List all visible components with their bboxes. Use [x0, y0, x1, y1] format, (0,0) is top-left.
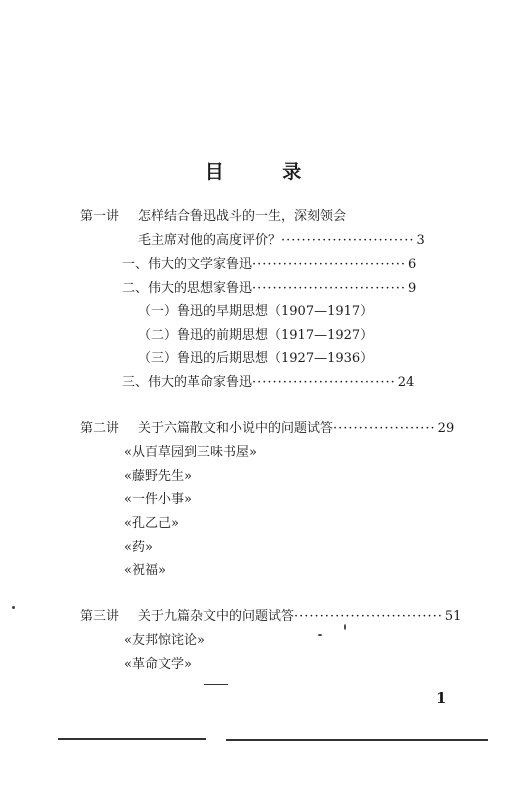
toc-section [122, 281, 416, 297]
section-title: 三、伟大的革命家鲁迅 [122, 375, 253, 390]
toc-entry-lecture-2 [80, 421, 454, 437]
page-ref: 51 [444, 609, 462, 624]
leader-dots: ······························ [252, 257, 406, 272]
list-item: «革命文学» [124, 657, 192, 672]
subsection-title: （一）鲁迅的早期思想（1907—1917） [138, 304, 374, 319]
leader-dots: ···················· [333, 421, 436, 436]
lecture-label: 第三讲 [80, 609, 120, 624]
toc-entry-lecture-1-cont [138, 233, 460, 249]
lecture-label: 第一讲 [80, 209, 120, 224]
toc-subsection [138, 351, 373, 367]
scan-artifact-speck [344, 624, 346, 630]
leader-dots: ···························· [252, 375, 396, 390]
page-number: 1 [436, 689, 447, 707]
leader-dots: ·························· [281, 233, 415, 248]
page-ref: 9 [408, 281, 417, 296]
page-title: 目 录 [204, 161, 328, 183]
scan-artifact-line [226, 739, 488, 741]
toc-section [122, 375, 414, 391]
lecture-label: 第二讲 [80, 421, 120, 436]
page-ref: 29 [437, 421, 455, 436]
scan-artifact-line [204, 684, 228, 685]
list-item: «一件小事» [124, 492, 192, 507]
lecture-title-cont: 毛主席对他的高度评价？ [138, 233, 282, 248]
list-item: «祝福» [124, 563, 166, 578]
toc-subsection [138, 328, 373, 344]
leader-dots: ······························ [252, 281, 406, 296]
scan-artifact-line [58, 738, 206, 740]
section-title: 二、伟大的思想家鲁迅 [122, 281, 253, 296]
list-item: «藤野先生» [124, 469, 192, 484]
list-item: «孔乙己» [124, 516, 179, 531]
subsection-title: （二）鲁迅的前期思想（1917—1927） [138, 328, 374, 343]
toc-entry-lecture-3 [80, 609, 461, 625]
scan-artifact-speck [12, 606, 15, 609]
scan-artifact-speck [318, 634, 322, 636]
section-title: 一、伟大的文学家鲁迅 [122, 257, 253, 272]
toc-subsection [138, 304, 373, 320]
subsection-title: （三）鲁迅的后期思想（1927—1936） [138, 351, 374, 366]
lecture-title: 关于六篇散文和小说中的问题试答 [138, 421, 334, 436]
lecture-title: 怎样结合鲁迅战斗的一生，深刻领会 [138, 209, 347, 224]
list-item: «药» [124, 540, 153, 555]
page-ref: 24 [397, 375, 415, 390]
page-ref: 3 [416, 233, 425, 248]
page-ref: 6 [408, 257, 417, 272]
toc-section [122, 257, 416, 273]
list-item: «从百草园到三味书屋» [124, 445, 257, 460]
leader-dots: ····························· [294, 609, 443, 624]
lecture-title: 关于九篇杂文中的问题试答 [138, 609, 295, 624]
toc-entry-lecture-1 [80, 209, 346, 225]
list-item: «友邦惊诧论» [124, 633, 205, 648]
